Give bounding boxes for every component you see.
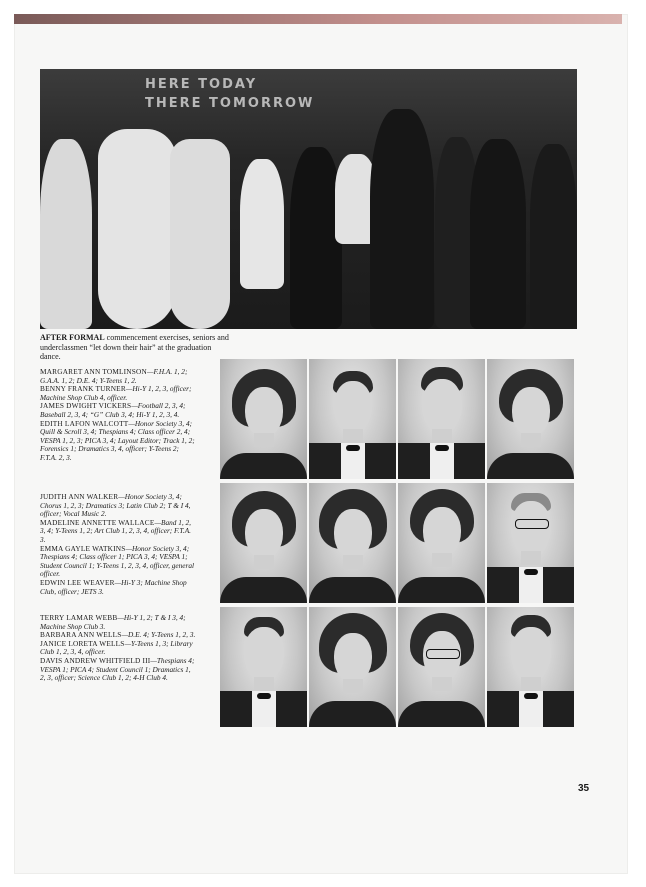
dance-photo [40, 69, 577, 329]
student-name: MARGARET ANN TOMLINSON [40, 367, 147, 376]
page-edge-band [14, 14, 622, 24]
portrait-photo [309, 483, 396, 603]
portrait-photo [309, 607, 396, 727]
student-activities: —Honor Society 3, 4; Thespians 4; Class officer 1; PICA 3, 4; VESPA 1; Student Council 1; Y-Teens 1, 2, 3, 4, officer, general officer. [40, 543, 195, 579]
student-activities: —F.H.A. 1, 2; G.A.A. 1, 2; D.E. 4; Y-Teens 1, 2. [40, 367, 188, 385]
student-activities: —Thespians 4; VESPA 1; PICA 4; Student Council 1; Dramatics 1, 2, 3, officer; Science Club 1, 2; 4-H Club 4. [40, 655, 195, 683]
dancer-figure [470, 139, 526, 329]
student-name: EDITH LAFON WALCOTT [40, 418, 129, 428]
portrait-photo [398, 359, 485, 479]
bio-entry [40, 493, 197, 519]
student-activities: —Football 2, 3, 4; Baseball 2, 3, 4; “G” Club 3, 4; Hi-Y 1, 2, 3, 4. [40, 401, 186, 419]
bio-entry [40, 368, 197, 385]
student-name: MADELINE ANNETTE WALLACE [40, 517, 155, 527]
page-number: 35 [578, 783, 590, 794]
student-name: BENNY FRANK TURNER [40, 384, 126, 394]
dancer-figure [98, 129, 176, 329]
student-activities: —Hi-Y 1, 2; T & I 3, 4; Machine Shop Club 3. [40, 613, 186, 631]
bio-group-2 [40, 493, 197, 596]
student-name: BARBARA ANN WELLS [40, 630, 122, 640]
bio-entry [40, 579, 197, 596]
caption-text: commencement exercises, seniors and underclassmen “let down their hair” at the graduation dance. [40, 333, 229, 361]
caption-lead: AFTER FORMAL [40, 333, 105, 342]
student-activities: —Band 1, 2, 3, 4; Y-Teens 1, 2; Art Club 1, 2, 3, 4, officer; F.T.A. 3. [40, 517, 192, 544]
portrait-photo [220, 607, 307, 727]
bio-entry [40, 640, 197, 657]
student-name: JUDITH ANN WALKER [40, 492, 119, 501]
dance-banner [145, 75, 314, 113]
dancer-figure [170, 139, 230, 329]
student-activities: —Honor Society 3, 4; Quill & Scroll 3, 4; Thespians 4; Class officer 2, 4; VESPA 1, 2, 3; PICA 3, 4; Layout Editor; Track 1, 2; Forensics 1; Dramatics 3, 4, officer; Y-Teens 2; F.T.A. 2, 3. [40, 418, 195, 462]
banner-line-2: THERE TOMORROW [145, 96, 315, 111]
banner-line-1: HERE TODAY [145, 77, 258, 92]
portrait-photo [398, 483, 485, 603]
student-activities: —Honor Society 3, 4; Chorus 1, 2, 3; Dramatics 3; Latin Club 2; T & I 4, officer; Vocal Music 2. [40, 492, 191, 519]
photo-caption [40, 333, 230, 362]
bio-entry [40, 385, 197, 402]
portrait-photo [487, 359, 574, 479]
student-name: EDWIN LEE WEAVER [40, 577, 115, 587]
student-name: EMMA GAYLE WATKINS [40, 543, 126, 553]
dancer-figure [530, 144, 577, 329]
bio-entry [40, 657, 197, 683]
bio-entry [40, 519, 197, 545]
portrait-photo [309, 359, 396, 479]
bio-entry [40, 614, 197, 631]
student-name: JANICE LORETA WELLS [40, 638, 125, 648]
portrait-photo [220, 359, 307, 479]
student-name: JAMES DWIGHT VICKERS [40, 401, 132, 411]
portrait-photo [220, 483, 307, 603]
student-name: TERRY LAMAR WEBB [40, 613, 118, 622]
dancer-figure [370, 109, 434, 329]
bio-entry [40, 402, 197, 419]
dancer-figure [240, 159, 284, 289]
student-name: DAVIS ANDREW WHITFIELD III [40, 655, 151, 665]
student-activities: —Hi-Y 3; Machine Shop Club, officer; JETS 3. [40, 577, 187, 596]
student-activities: —Y-Teens 1, 3; Library Club 1, 2, 3, 4, officer. [40, 638, 193, 657]
student-activities: —Hi-Y 1, 2, 3, officer; Machine Shop Club 4, officer. [40, 384, 192, 402]
bio-group-3 [40, 614, 197, 683]
dancer-figure [40, 139, 92, 329]
dancer-figure [290, 147, 342, 329]
portrait-photo [398, 607, 485, 727]
student-activities: —D.E. 4; Y-Teens 1, 2, 3. [121, 630, 196, 640]
bio-entry [40, 420, 197, 463]
bio-group-1 [40, 368, 197, 463]
bio-entry [40, 545, 197, 579]
portrait-photo [487, 483, 574, 603]
portrait-photo [487, 607, 574, 727]
